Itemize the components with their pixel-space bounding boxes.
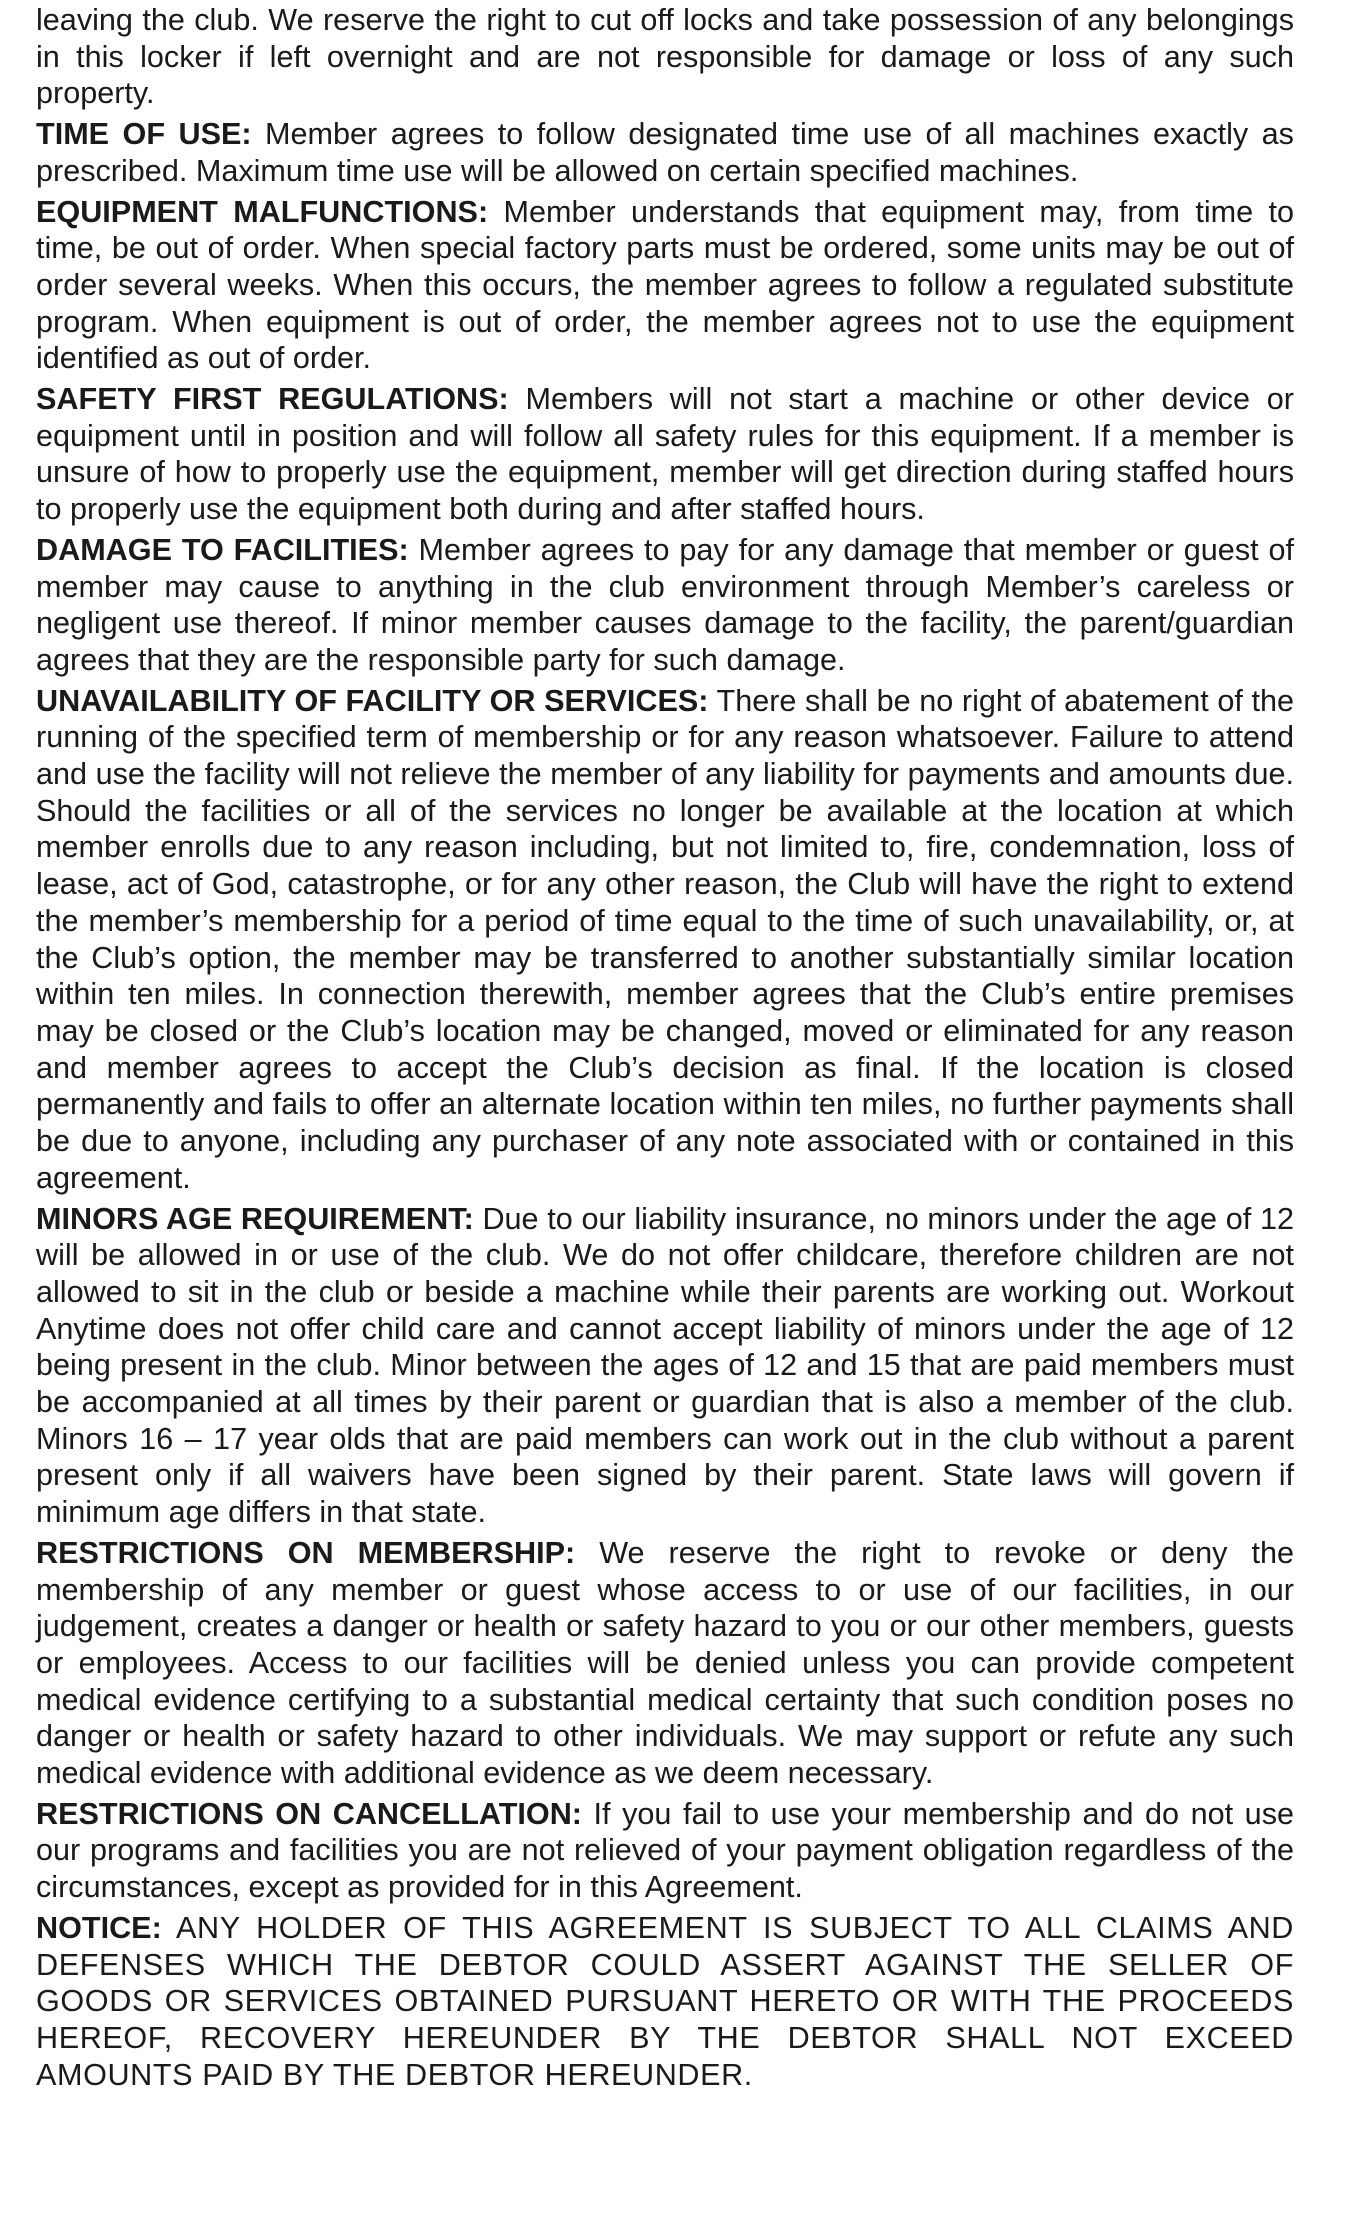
section-heading: UNAVAILABILITY OF FACILITY OR SERVICES: (36, 683, 709, 718)
section-body: If you fail to use your membership and do not use our programs and facilities you are not relieved of your payment obligation regardless of the circumstances, except as provided for in this Agreement. (36, 1796, 1295, 1905)
section-body: Member understands that equipment may, from time to time, be out of order. When special factory parts must be ordered, some units may be out of order several weeks. When this occurs, the member agrees to follow a regulated substitute program. When equipment is out of order, the member agrees not to use the equipment identified as out of order. (36, 194, 1294, 376)
section-heading: RESTRICTIONS ON MEMBERSHIP: (36, 1535, 576, 1570)
section-body: Member agrees to pay for any damage that member or guest of member may cause to anything in the club environment through Member’s careless or negligent use thereof. If minor member causes damage to the facility, the parent/guardian agrees that they are the responsible party for such damage. (36, 532, 1294, 677)
section-restrictions-on-cancellation (36, 1796, 1294, 1906)
section-body: Member agrees to follow designated time use of all machines exactly as prescribed. Maximum time use will be allowed on certain specified machines. (36, 117, 1294, 188)
section-heading: RESTRICTIONS ON CANCELLATION: (36, 1796, 582, 1831)
section-unavailability (36, 683, 1294, 1197)
section-minors-age-requirement (36, 1201, 1294, 1531)
section-restrictions-on-membership (36, 1535, 1294, 1792)
intro-text: leaving the club. We reserve the right to cut off locks and take possession of any belongings in this locker if left overnight and are not responsible for damage or loss of any such property. (36, 3, 1294, 111)
section-time-of-use (36, 116, 1294, 189)
section-body: There shall be no right of abatement of the running of the specified term of membership or for any reason whatsoever. Failure to attend and use the facility will not relieve the member of any liability for payments and amounts due. Should the facilities or all of the services no longer be available at the location at which member enrolls due to any reason including, but not limited to, fire, condemnation, loss of lease, act of God, catastrophe, or for any other reason, the Club will have the right to extend the member’s membership for a period of time equal to the time of such unavailability, or, at the Club’s option, the member may be transferred to another substantially similar location within ten miles. In connection therewith, member agrees that the Club’s entire premises may be closed or the Club’s location may be changed, moved or eliminated for any reason and member agrees to accept the Club’s decision as final. If the location is closed permanently and fails to offer an alternate location within ten miles, no further payments shall be due to anyone, including any purchaser of any note associated with or contained in this agreement. (36, 683, 1294, 1195)
section-damage-to-facilities (36, 532, 1294, 679)
document-page (36, 2, 1294, 2097)
section-body: Due to our liability insurance, no minors under the age of 12 will be allowed in or use of the club. We do not offer childcare, therefore children are not allowed to sit in the club or beside a machine while their parents are working out. Workout Anytime does not offer child care and cannot accept liability of minors under the age of 12 being present in the club. Minor between the ages of 12 and 15 that are paid members must be accompanied at all times by their parent or guardian that is also a member of the club. Minors 16 – 17 year olds that are paid members can work out in the club without a parent present only if all waivers have been signed by their parent. State laws will govern if minimum age differs in that state. (36, 1201, 1294, 1530)
section-equipment-malfunctions (36, 194, 1294, 378)
intro-paragraph (36, 2, 1294, 112)
section-heading: SAFETY FIRST REGULATIONS: (36, 382, 509, 417)
notice-heading: NOTICE: (36, 1910, 162, 1945)
section-heading: MINORS AGE REQUIREMENT: (36, 1201, 474, 1236)
section-heading: EQUIPMENT MALFUNCTIONS: (36, 194, 489, 229)
notice-body: ANY HOLDER OF THIS AGREEMENT IS SUBJECT TO ALL CLAIMS AND DEFENSES WHICH THE DEBTOR COULD ASSERT AGAINST THE SELLER OF GOODS OR SERVICES OBTAINED PURSUANT HERETO OR WITH THE PROCEEDS HEREOF, RECOVERY HEREUNDER BY THE DEBTOR SHALL NOT EXCEED AMOUNTS PAID BY THE DEBTOR HEREUNDER. (36, 1910, 1294, 2092)
section-heading: TIME OF USE: (36, 117, 252, 152)
notice-paragraph (36, 1910, 1294, 2094)
section-safety-first-regulations (36, 381, 1294, 528)
section-body: Members will not start a machine or other device or equipment until in position and will follow all safety rules for this equipment. If a member is unsure of how to properly use the equipment, member will get direction during staffed hours to properly use the equipment both during and after staffed hours. (36, 382, 1294, 527)
section-heading: DAMAGE TO FACILITIES: (36, 532, 409, 567)
section-body: We reserve the right to revoke or deny the membership of any member or guest whose access to or use of our facilities, in our judgement, creates a danger or health or safety hazard to you or our other members, guests or employees. Access to our facilities will be denied unless you can provide competent medical evidence certifying to a substantial medical certainty that such condition poses no danger or health or safety hazard to other individuals. We may support or refute any such medical evidence with additional evidence as we deem necessary. (36, 1535, 1295, 1791)
